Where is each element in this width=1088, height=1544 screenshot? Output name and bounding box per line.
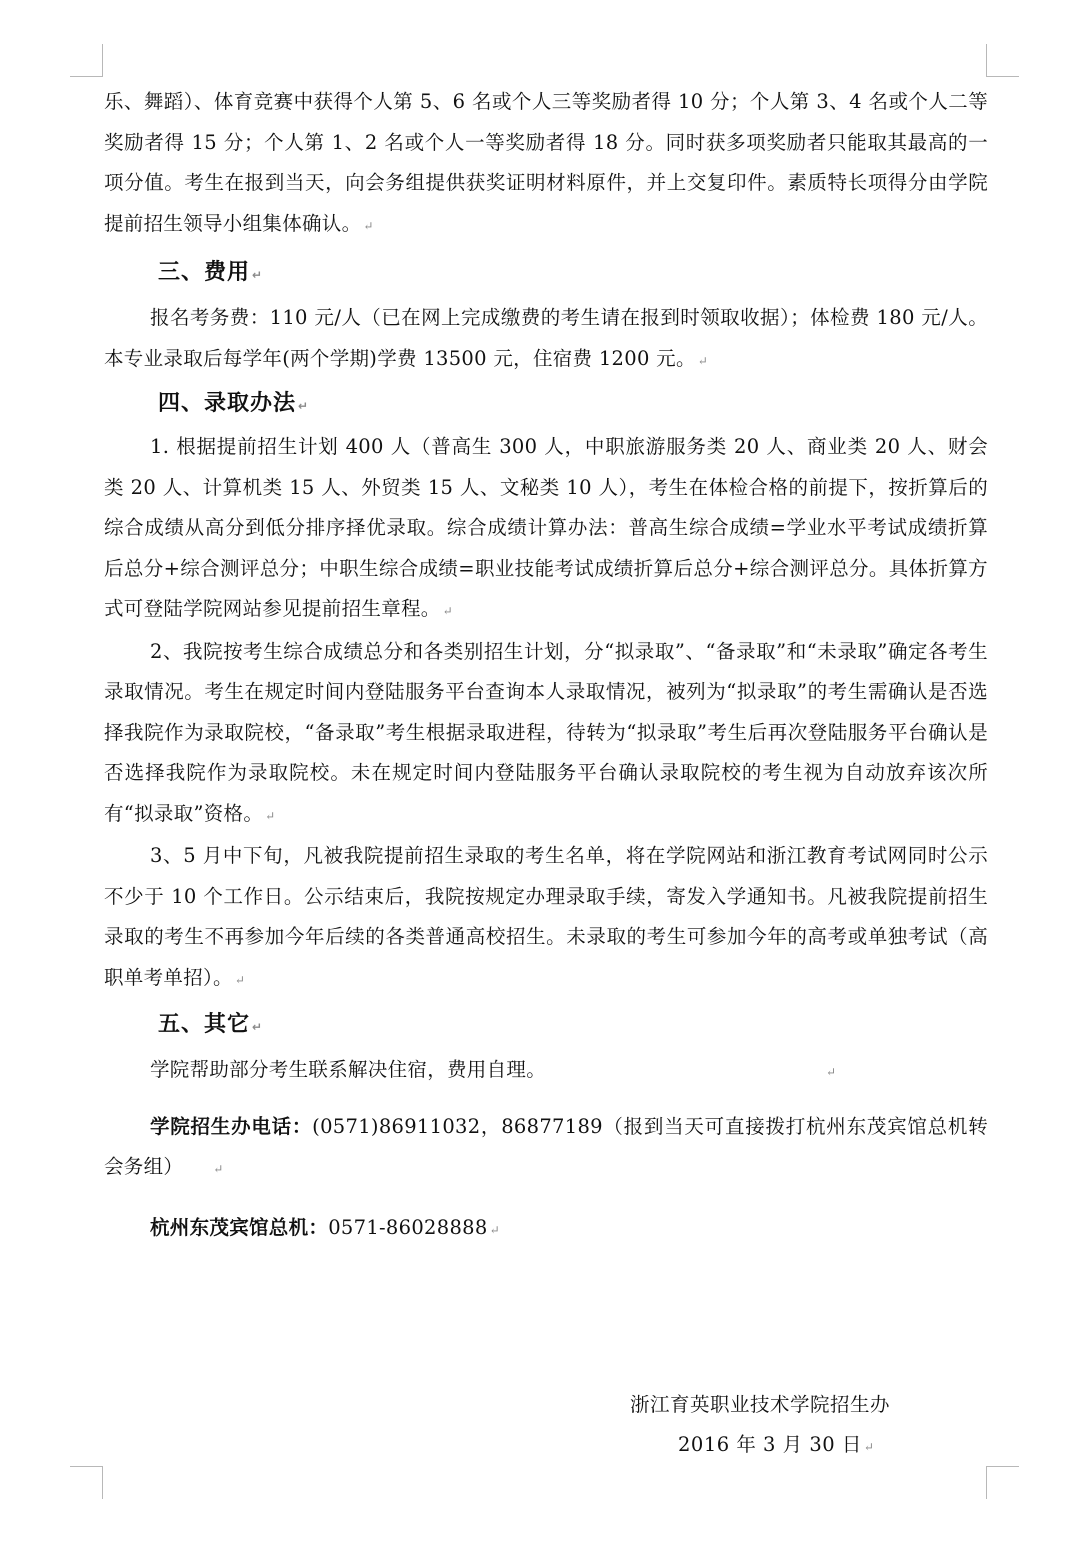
contact-hotel-label: 杭州东茂宾馆总机： [150, 1215, 329, 1239]
signature-organization: 浙江育英职业技术学院招生办 [630, 1393, 891, 1416]
crop-mark-top-left [70, 44, 103, 77]
contact-hotel: 杭州东茂宾馆总机：0571-86028888 ↵ [150, 1215, 500, 1239]
paragraph-mark: ↵ [363, 218, 374, 233]
crop-mark-bottom-left [70, 1466, 103, 1499]
signature-date: 2016 年 3 月 30 日 ↵ [678, 1433, 874, 1456]
section-heading-other: 五、其它 ↵ [158, 1012, 263, 1037]
contact-phone: 学院招生办电话：(0571)86911032，86877189（报到当天可直接拨打杭州东茂宾馆总机转会务组） ↵ [104, 1114, 988, 1178]
section-heading-admission: 四、录取办法 ↵ [158, 391, 309, 416]
crop-mark-top-right [986, 44, 1019, 77]
contact-hotel-number: 0571-86028888 [328, 1215, 488, 1239]
crop-mark-bottom-right [986, 1466, 1019, 1499]
contact-phone-numbers: (0571)86911032，86877189（报到当天可直接拨打杭州东茂宾馆总机转会务组） [104, 1114, 988, 1178]
contact-phone-label: 学院招生办电话： [150, 1114, 313, 1138]
intro-paragraph: 乐、舞蹈）、体育竞赛中获得个人第 5、6 名或个人三等奖励者得 10 分；个人第 3、4 名或个人二等奖励者得 15 分；个人第 1、2 名或个人一等奖励者得 18 分。同时获多项奖励者只能取其最高的一项分值。考生在报到当天，向会务组提供获奖证明材料原件，并上交复印件。素质特长项得分由学院提前招生领导小组集体确认。 ↵ [104, 90, 988, 235]
section-heading-fees: 三、费用 ↵ [158, 260, 263, 285]
admission-paragraph-2: 2、我院按考生综合成绩总分和各类别招生计划，分“拟录取”、“备录取”和“未录取”确定各考生录取情况。考生在规定时间内登陆服务平台查询本人录取情况，被列为“拟录取”的考生需确认是否选择我院作为录取院校，“备录取”考生根据录取进程，待转为“拟录取”考生后再次登陆服务平台确认是否选择我院作为录取院校。未在规定时间内登陆服务平台确认录取院校的考生视为自动放弃该次所有“拟录取”资格。 ↵ [104, 639, 988, 825]
admission-paragraph-1: 1. 根据提前招生计划 400 人（普高生 300 人，中职旅游服务类 20 人、商业类 20 人、财会类 20 人、计算机类 15 人、外贸类 15 人、文秘类 10 人），考生在体检合格的前提下，按折算后的综合成绩从高分到低分排序择优录取。综合成绩计算办法：普高生综合成绩=学业水平考试成绩折算后总分+综合测评总分；中职生综合成绩=职业技能考试成绩折算后总分+综合测评总分。具体折算方式可登陆学院网站参见提前招生章程。 ↵ [104, 435, 988, 620]
admission-paragraph-3: 3、5 月中下旬，凡被我院提前招生录取的考生名单，将在学院网站和浙江教育考试网同时公示不少于 10 个工作日。公示结束后，我院按规定办理录取手续，寄发入学通知书。凡被我院提前招生录取的考生不再参加今年后续的各类普通高校招生。未录取的考生可参加今年的高考或单独考试（高职单考单招）。 ↵ [104, 844, 988, 989]
document-page [104, 82, 988, 1250]
fees-paragraph: 报名考务费：110 元/人（已在网上完成缴费的考生请在报到时领取收据）；体检费 180 元/人。本专业录取后每学年(两个学期)学费 13500 元，住宿费 1200 元。 ↵ [104, 306, 988, 370]
other-paragraph: 学院帮助部分考生联系解决住宿，费用自理。 ↵ [150, 1058, 837, 1081]
